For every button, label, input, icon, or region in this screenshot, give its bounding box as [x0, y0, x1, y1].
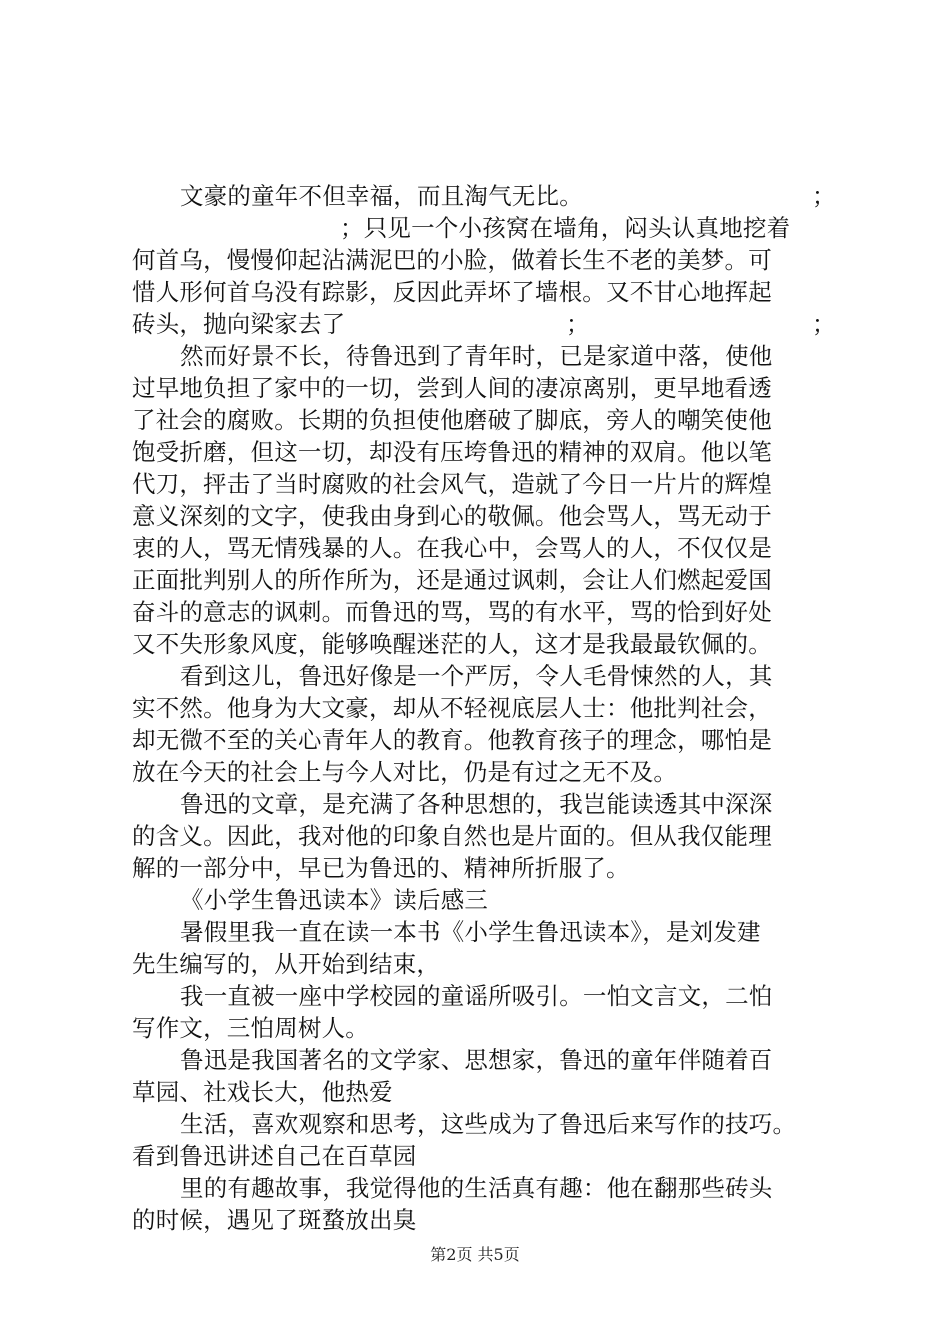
text-line: 看到鲁迅讲述自己在百草园	[132, 1142, 417, 1170]
text-line: 却无微不至的关心青年人的教育。他教育孩子的理念，哪怕是	[132, 726, 772, 754]
text-line: 草园、社戏长大，他热爱	[132, 1078, 393, 1106]
text-line: 了社会的腐败。长期的负担使他磨破了脚底，旁人的嘲笑使他	[132, 406, 772, 434]
text-line: 饱受折磨，但这一切，却没有压垮鲁迅的精神的双肩。他以笔	[132, 438, 772, 466]
semicolon-mark: ；	[812, 310, 836, 338]
text-line: 看到这儿，鲁迅好像是一个严厉，令人毛骨悚然的人，其	[180, 662, 773, 690]
text-line: 我一直被一座中学校园的童谣所吸引。一怕文言文，二怕	[180, 982, 773, 1010]
text-line: 何首乌，慢慢仰起沾满泥巴的小脸，做着长生不老的美梦。可	[132, 246, 772, 274]
text-line: 意义深刻的文字，使我由身到心的敬佩。他会骂人，骂无动于	[132, 502, 772, 530]
text-line: 解的一部分中，早已为鲁迅的、精神所折服了。	[132, 854, 630, 882]
text-line: 实不然。他身为大文豪，却从不轻视底层人士：他批判社会，	[132, 694, 772, 722]
text-line: 又不失形象风度，能够唤醒迷茫的人，这才是我最最钦佩的。	[132, 630, 772, 658]
text-line: 衷的人，骂无情残暴的人。在我心中，会骂人的人，不仅仅是	[132, 534, 772, 562]
semicolon-mark: ；	[566, 310, 590, 338]
text-line: 正面批判别人的所作所为，还是通过讽刺，会让人们燃起爱国	[132, 566, 772, 594]
text-line: 暑假里我一直在读一本书《小学生鲁迅读本》，是刘发建	[180, 918, 761, 946]
text-line: ；只见一个小孩窝在墙角，闷头认真地挖着	[340, 214, 791, 242]
text-line: 砖头，抛向梁家去了	[132, 310, 346, 338]
text-line: 先生编写的，从开始到结束，	[132, 950, 441, 978]
text-line: 文豪的童年不但幸福，而且淘气无比。	[180, 182, 583, 210]
text-line: 鲁迅是我国著名的文学家、思想家，鲁迅的童年伴随着百	[180, 1046, 773, 1074]
text-line: 过早地负担了家中的一切，尝到人间的凄凉离别，更早地看透	[132, 374, 772, 402]
text-line: 生活，喜欢观察和思考，这些成为了鲁迅后来写作的技巧。	[180, 1110, 797, 1138]
text-line: 里的有趣故事，我觉得他的生活真有趣：他在翻那些砖头	[180, 1174, 773, 1202]
text-line: 奋斗的意志的讽刺。而鲁迅的骂，骂的有水平，骂的恰到好处	[132, 598, 772, 626]
text-line: 然而好景不长，待鲁迅到了青年时，已是家道中落，使他	[180, 342, 773, 370]
text-line: 写作文，三怕周树人。	[132, 1014, 369, 1042]
text-line: 代刀，抨击了当时腐败的社会风气，造就了今日一片片的辉煌	[132, 470, 772, 498]
text-line: 的时候，遇见了斑蝥放出臭	[132, 1206, 417, 1234]
text-line: 的含义。因此，我对他的印象自然也是片面的。但从我仅能理	[132, 822, 772, 850]
text-line: 惜人形何首乌没有踪影，反因此弄坏了墙根。又不甘心地挥起	[132, 278, 772, 306]
page-number-footer: 第2页 共5页	[430, 1245, 520, 1264]
text-line: 放在今天的社会上与今人对比，仍是有过之无不及。	[132, 758, 678, 786]
section-heading: 《小学生鲁迅读本》读后感三	[180, 886, 489, 914]
semicolon-mark: ；	[812, 182, 836, 210]
text-line: 鲁迅的文章，是充满了各种思想的，我岂能读透其中深深	[180, 790, 773, 818]
